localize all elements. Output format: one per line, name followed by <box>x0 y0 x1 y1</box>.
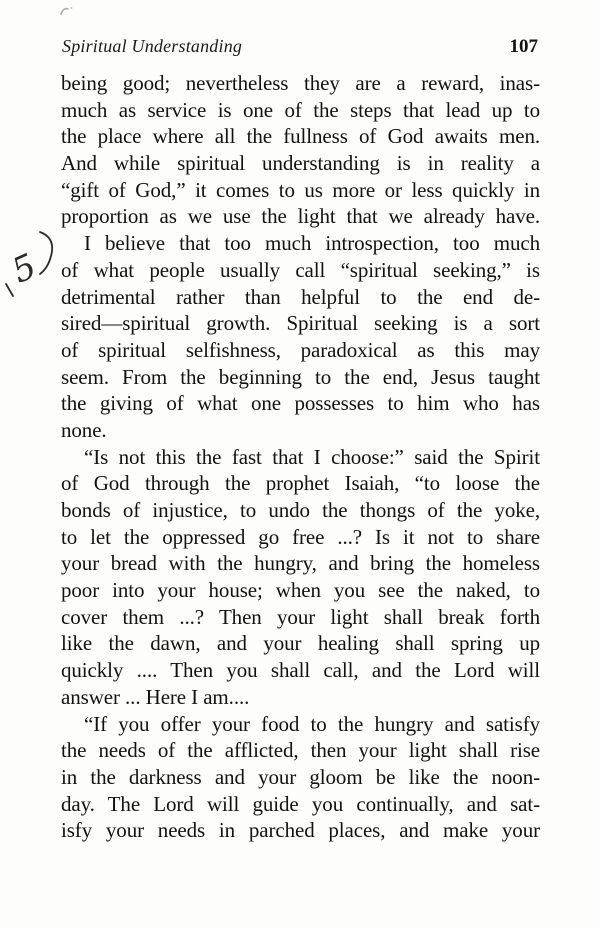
running-title: Spiritual Understanding <box>62 36 243 56</box>
text-line: bonds of injustice, to undo the thongs of the yoke, <box>61 498 540 522</box>
paragraph <box>61 444 540 711</box>
text-line: isfy your needs in parched places, and make your <box>61 818 540 843</box>
text-line: I believe that too much introspection, too much <box>84 231 540 256</box>
text-line: being good; nevertheless they are a reward, inas- <box>61 71 540 95</box>
text-line: quickly .... Then you shall call, and the Lord will <box>61 658 540 683</box>
handwritten-paren <box>40 232 52 274</box>
text-line: in the darkness and your gloom be like the noon- <box>61 764 540 789</box>
text-line: much as service is one of the steps that lead up to <box>61 97 540 122</box>
text-line: “If you offer your food to the hungry and satisfy <box>84 711 540 736</box>
text-line: “gift of God,” it comes to us more or less quickly in <box>61 177 540 202</box>
text-line: your bread with the hungry, and bring the homeless <box>61 551 540 576</box>
text-line: answer ... Here I am.... <box>61 684 250 709</box>
handwritten-tick <box>6 284 13 296</box>
paragraph <box>61 230 540 444</box>
text-line: the needs of the afflicted, then your light shall rise <box>61 738 540 763</box>
paragraph <box>61 711 540 844</box>
text-line: the giving of what one possesses to him who has <box>61 391 540 416</box>
text-line: seem. From the beginning to the end, Jesus taught <box>61 364 540 389</box>
text-line: day. The Lord will guide you continually, and sat- <box>61 791 540 816</box>
stray-pen-mark <box>58 3 76 19</box>
text-line: cover them ...? Then your light shall break forth <box>61 604 540 629</box>
text-line: like the dawn, and your healing shall spring up <box>61 631 540 656</box>
text-line: of what people usually call “spiritual seeking,” is <box>61 257 540 282</box>
text-line: none. <box>61 417 107 442</box>
svg-text:5: 5 <box>6 246 43 292</box>
text-line: poor into your house; when you see the naked, to <box>61 578 540 603</box>
text-line: And while spiritual understanding is in reality a <box>61 151 540 176</box>
text-line: the place where all the fullness of God awaits men. <box>61 124 540 149</box>
text-line: of God through the prophet Isaiah, “to loose the <box>61 471 540 496</box>
text-line: proportion as we use the light that we already have. <box>61 204 540 229</box>
page-number: 107 <box>509 36 538 57</box>
text-line: sired—spiritual growth. Spiritual seeking is a sort <box>61 311 540 336</box>
text-line: to let the oppressed go free ...? Is it not to share <box>61 524 540 549</box>
body-text <box>61 70 540 844</box>
paragraph <box>61 70 540 230</box>
handwritten-digit-5 <box>6 246 42 291</box>
text-line: detrimental rather than helpful to the end de- <box>61 284 540 309</box>
text-line: “Is not this the fast that I choose:” said the Spirit <box>84 444 540 469</box>
text-line: of spiritual selfishness, paradoxical as this may <box>61 337 540 362</box>
running-header <box>62 36 538 58</box>
